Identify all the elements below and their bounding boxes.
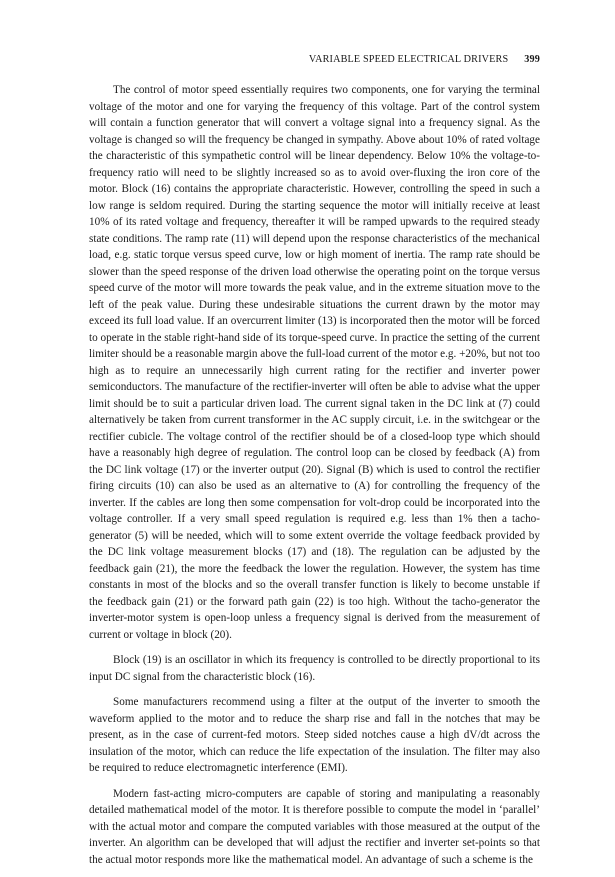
running-header xyxy=(89,53,540,67)
page-number: 399 xyxy=(524,54,540,65)
running-title: VARIABLE SPEED ELECTRICAL DRIVERS xyxy=(308,54,509,65)
paragraph: The control of motor speed essentially requires two components, one for varying the terminal voltage of the motor and one for varying the frequency of this voltage. Part of the control system will contain a function generator that will convert a voltage signal into a frequency signal. As the voltage is changed so will the frequency be changed in sympathy. Above about 10% of rated voltage the characteristic of this sympathetic control will be linear dependency. Below 10% the voltage-to-frequency ratio will need to be slightly increased so as to avoid over-fluxing the iron core of the motor. Block (16) contains the appropriate characteristic. However, controlling the speed in such a low range is seldom required. During the starting sequence the motor will initially receive at least 10% of its rated voltage and frequency, thereafter it will be ramped upwards to the required steady state conditions. The ramp rate (11) will depend upon the response characteristics of the mechanical load, e.g. static torque versus speed curve, low or high moment of inertia. The ramp rate should be slower than the speed response of the driven load otherwise the operating point on the torque versus speed curve of the motor will more towards the peak value, and in the extreme situation move to the left of the peak value. During these undesirable situations the current drawn by the motor may exceed its full load value. If an overcurrent limiter (13) is incorporated then the motor will be forced to operate in the stable right-hand side of its torque-speed curve. In practice the setting of the current limiter should be a reasonable margin above the full-load current of the motor e.g. +20%, but not too high as to require an unnecessarily high current rating for the rectifier and inverter power semiconductors. The manufacture of the rectifier-inverter will often be able to advise what the upper limit should be to suit a particular driven load. The current signal taken in the DC link at (7) could alternatively be taken from current transformer in the AC supply circuit, i.e. in the switchgear or the rectifier cubicle. The voltage control of the rectifier should be of a closed-loop type which should have a reasonably high degree of regulation. The control loop can be closed by feedback (A) from the DC link voltage (17) or the inverter output (20). Signal (B) which is used to control the rectifier firing circuits (10) can also be used as an alternative to (A) for controlling the frequency of the inverter. If the cables are long then some compensation for volt-drop could be incorporated into the voltage controller. If a very small speed regulation is required e.g. less than 1% then a tacho-generator (5) will be needed, which will to some extent override the voltage feedback provided by the DC link voltage measurement blocks (17) and (18). The regulation can be adjusted by the feedback gain (21), the more the feedback the lower the regulation. However, the system has time constants in most of the blocks and so the overall transfer function is likely to become unstable if the feedback gain (21) or the forward path gain (22) is too high. Without the tacho-generator the inverter-motor system is open-loop unless a frequency signal is derived from the measurement of current or voltage in block (20). xyxy=(89,84,540,641)
paragraph: Modern fast-acting micro-computers are capable of storing and manipulating a reasonably detailed mathematical model of the motor. It is therefore possible to compute the model in ‘parallel’ with the actual motor and compare the computed variables with those measured at the output of the inverter. An algorithm can be developed that will adjust the rectifier and inverter set-points so that the actual motor responds more like the mathematical model. An advantage of such a scheme is the xyxy=(89,787,540,866)
paragraph: Some manufacturers recommend using a filter at the output of the inverter to smooth the waveform applied to the motor and to reduce the sharp rise and fall in the notches that may be present, as in the case of current-fed motors. Steep sided notches cause a high dV/dt across the insulation of the motor, which can reduce the life expectation of the insulation. The filter may also be required to reduce electromagnetic interference (EMI). xyxy=(89,696,540,774)
paragraph: Block (19) is an oscillator in which its frequency is controlled to be directly proportional to its input DC signal from the characteristic block (16). xyxy=(89,654,540,683)
body-text xyxy=(89,82,540,877)
